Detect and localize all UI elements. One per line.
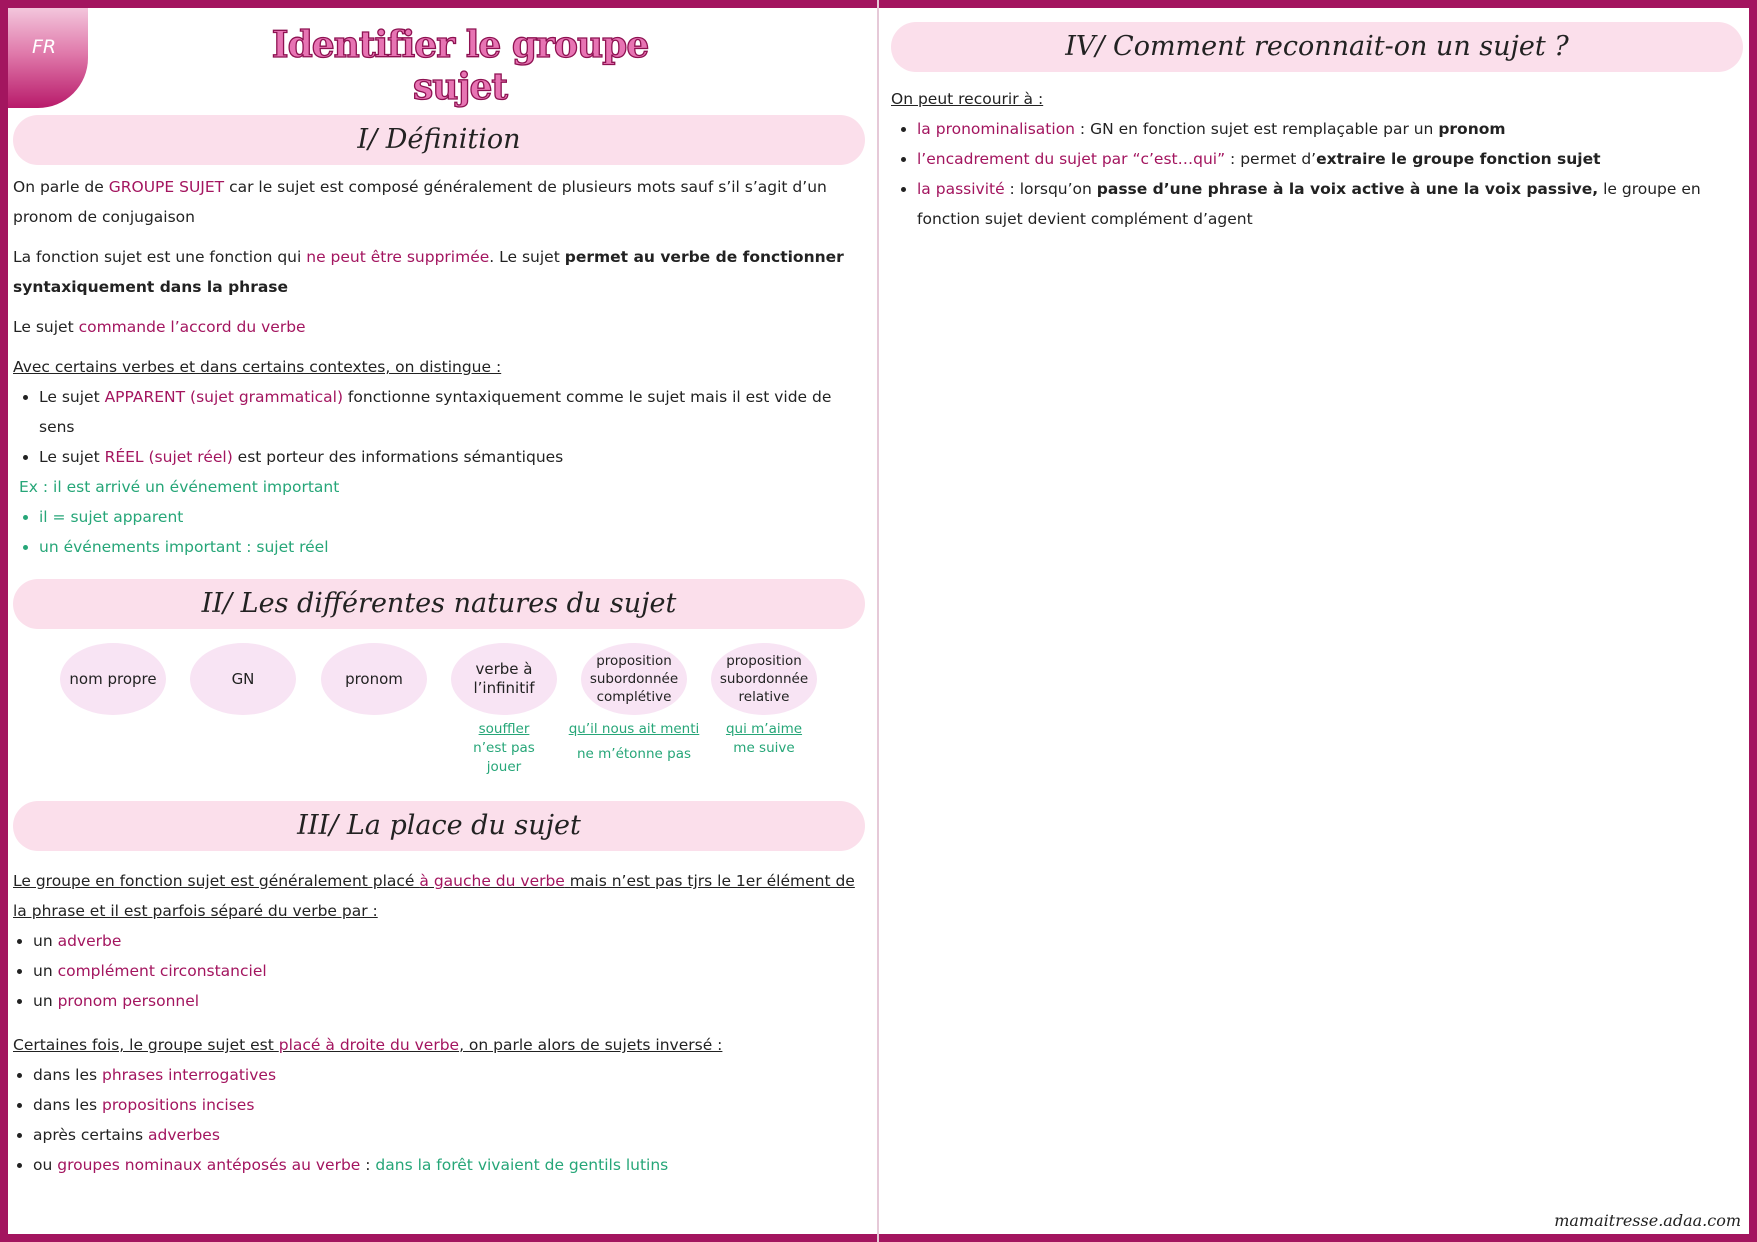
list-item: • Le sujet APPARENT (sujet grammatical) fonctionne syntaxiquement comme le sujet mais il est vide de sens bbox=[39, 382, 865, 442]
nature-bubble: pronom bbox=[321, 643, 427, 715]
section-title-definition: I/ Définition bbox=[13, 115, 865, 165]
place-paragraph-1: Le groupe en fonction sujet est généralement placé à gauche du verbe mais n’est pas tjrs le 1er élément de la phrase et il est parfois séparé du verbe par : bbox=[13, 872, 855, 920]
separators-list bbox=[13, 926, 873, 1016]
list-item: • l’encadrement du sujet par “c’est…qui” : permet d’extraire le groupe fonction sujet bbox=[917, 144, 1736, 174]
list-item: • dans les phrases interrogatives bbox=[33, 1060, 873, 1090]
section-title-recognize: IV/ Comment reconnait-on un sujet ? bbox=[891, 22, 1743, 72]
list-item: • la pronominalisation : GN en fonction sujet est remplaçable par un pronom bbox=[917, 114, 1736, 144]
example-list bbox=[13, 502, 865, 562]
list-item: • un événements important : sujet réel bbox=[39, 532, 865, 562]
list-item: • un pronom personnel bbox=[33, 986, 873, 1016]
nature-bubble: proposition subordonnée complétive bbox=[581, 643, 687, 715]
place-paragraph-2: Certaines fois, le groupe sujet est placé à droite du verbe, on parle alors de sujets inversé : bbox=[13, 1036, 723, 1054]
nature-bubble: GN bbox=[190, 643, 296, 715]
definition-paragraph-2: La fonction sujet est une fonction qui ne peut être supprimée. Le sujet permet au verbe de fonctionner syntaxiquement dans la phrase bbox=[13, 248, 844, 296]
nature-example-completive: qu’il nous ait menti ne m’étonne pas bbox=[568, 721, 700, 762]
list-item: • la passivité : lorsqu’on passe d’une phrase à la voix active à une la voix passive, le groupe en fonction sujet devient complément d’agent bbox=[917, 174, 1736, 234]
section-title-natures: II/ Les différentes natures du sujet bbox=[13, 579, 865, 629]
recognize-intro: On peut recourir à : bbox=[891, 90, 1044, 108]
definition-paragraph-1: On parle de GROUPE SUJET car le sujet est composé généralement de plusieurs mots sauf s’il s’agit d’un pronom de conjugaison bbox=[13, 178, 827, 226]
inversion-list bbox=[13, 1060, 873, 1180]
list-item: • il = sujet apparent bbox=[39, 502, 865, 532]
list-item: • un adverbe bbox=[33, 926, 873, 956]
page-title: Identifier le groupe sujet bbox=[271, 24, 649, 108]
example-line: Ex : il est arrivé un événement important bbox=[19, 478, 340, 496]
recognize-methods-list bbox=[891, 114, 1736, 234]
list-item: • dans les propositions incises bbox=[33, 1090, 873, 1120]
list-item: • après certains adverbes bbox=[33, 1120, 873, 1150]
nature-bubble: proposition subordonnée relative bbox=[711, 643, 817, 715]
nature-bubble: nom propre bbox=[60, 643, 166, 715]
nature-example-relative: qui m’aime me suive bbox=[725, 721, 803, 756]
list-item: • un complément circonstanciel bbox=[33, 956, 873, 986]
subject-tab-label: FR bbox=[32, 36, 57, 58]
section-title-place: III/ La place du sujet bbox=[13, 801, 865, 851]
center-divider bbox=[877, 0, 879, 1242]
subject-types-list bbox=[13, 382, 865, 472]
definition-subheading: Avec certains verbes et dans certains contextes, on distingue : bbox=[13, 358, 502, 376]
list-item: • Le sujet RÉEL (sujet réel) est porteur des informations sémantiques bbox=[39, 442, 865, 472]
nature-bubble: verbe à l’infinitif bbox=[451, 643, 557, 715]
site-credit: mamaitresse.adaa.com bbox=[1554, 1211, 1741, 1230]
list-item: • ou groupes nominaux antéposés au verbe : dans la forêt vivaient de gentils lutins bbox=[33, 1150, 873, 1180]
place-content bbox=[13, 866, 873, 1180]
definition-paragraph-3: Le sujet commande l’accord du verbe bbox=[13, 318, 306, 336]
nature-example-infinitive: souffler n’est pas jouer bbox=[473, 721, 535, 775]
definition-content bbox=[13, 172, 865, 562]
recognize-content bbox=[891, 84, 1736, 234]
